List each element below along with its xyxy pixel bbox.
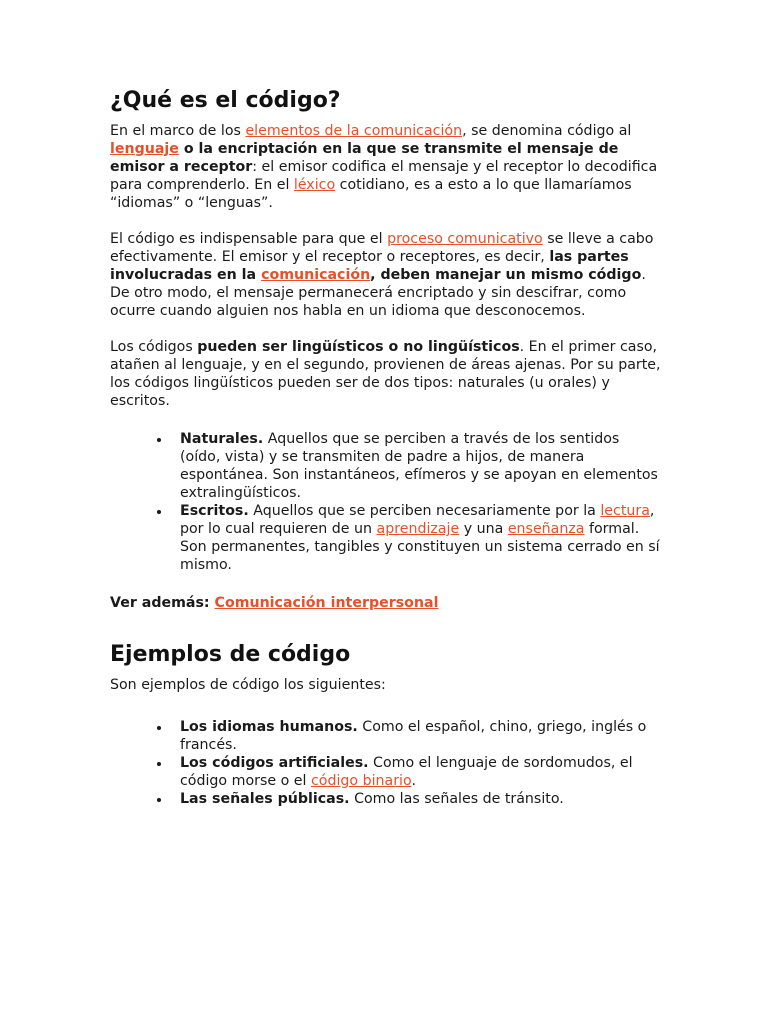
list-tipos-codigo	[110, 430, 662, 574]
bold-text: Las señales públicas.	[180, 791, 350, 807]
link-aprendizaje[interactable]: aprendizaje	[376, 521, 460, 537]
paragraph-indispensable	[110, 230, 662, 320]
text: . En el primer caso, atañen al lenguaje, y en el segundo, provienen de áreas ajenas. Por su parte, los códigos lingüísticos pueden ser de dos tipos: naturales (u orales) y escritos.	[110, 339, 661, 409]
text: : el emisor codifica el mensaje y el receptor lo decodifica para comprenderlo. En el	[110, 159, 658, 193]
bold-text: las partes involucradas en la	[110, 249, 629, 283]
bold-text: Los códigos artificiales.	[180, 755, 369, 771]
text: se lleve a cabo efectivamente. El emisor y el receptor o receptores, es decir,	[110, 231, 654, 265]
link-elementos-comunicacion[interactable]: elementos de la comunicación	[245, 123, 463, 139]
text: En el marco de los	[110, 123, 246, 139]
text: El código es indispensable para que el	[110, 231, 388, 247]
heading-que-es-el-codigo: ¿Qué es el código?	[110, 88, 341, 113]
text: , por lo cual requieren de un	[180, 503, 655, 537]
paragraph-definition	[110, 122, 662, 212]
link-comunicacion[interactable]: comunicación	[261, 267, 371, 283]
heading-ejemplos-de-codigo: Ejemplos de código	[110, 642, 351, 667]
text: y una	[459, 521, 508, 537]
paragraph-tipos	[110, 338, 662, 410]
text: cotidiano, es a esto a lo que llamaríamos “idiomas” o “lenguas”.	[110, 177, 632, 211]
bold-text: , deben manejar un mismo código	[370, 267, 642, 283]
link-comunicacion-interpersonal[interactable]: Comunicación interpersonal	[214, 595, 439, 611]
list-ejemplos	[110, 718, 662, 808]
text: Aquellos que se perciben necesariamente por la	[248, 503, 601, 519]
link-lexico[interactable]: léxico	[293, 177, 336, 193]
bold-text: Los idiomas humanos.	[180, 719, 358, 735]
see-also	[110, 594, 662, 612]
text: Aquellos que se perciben a través de los sentidos (oído, vista) y se transmiten de padre a hijos, de manera espontánea. Son instantáneos, efímeros y se apoyan en elementos extralingüísticos.	[180, 431, 658, 501]
link-proceso-comunicativo[interactable]: proceso comunicativo	[387, 231, 543, 247]
paragraph-ejemplos-intro: Son ejemplos de código los siguientes:	[110, 677, 386, 693]
bold-text: Naturales.	[180, 431, 264, 447]
link-lectura[interactable]: lectura	[600, 503, 650, 519]
link-codigo-binario[interactable]: código binario	[310, 773, 412, 789]
text: Como el español, chino, griego, inglés o francés.	[180, 719, 647, 753]
list-item-idiomas	[180, 718, 662, 754]
list-item-senales	[180, 790, 662, 808]
text: , se denomina código al	[462, 123, 632, 139]
document-page	[110, 86, 662, 808]
list-item-escritos	[180, 502, 662, 574]
link-lenguaje[interactable]: lenguaje	[110, 141, 179, 157]
see-also-label: Ver además:	[110, 595, 215, 611]
link-ensenanza[interactable]: enseñanza	[507, 521, 585, 537]
text: Como el lenguaje de sordomudos, el código morse o el	[180, 755, 633, 789]
text: . De otro modo, el mensaje permanecerá encriptado y sin descifrar, como ocurre cuando alguien nos habla en un idioma que desconocemos.	[110, 267, 646, 319]
text: .	[411, 773, 416, 789]
list-item-artificiales	[180, 754, 662, 790]
bold-text: o la encriptación en la que se transmite el mensaje de emisor a receptor	[110, 141, 619, 175]
bold-text: pueden ser lingüísticos o no lingüísticos	[197, 339, 520, 355]
list-item-naturales	[180, 430, 662, 502]
bold-text: Escritos.	[180, 503, 249, 519]
text: Como las señales de tránsito.	[349, 791, 564, 807]
text: Los códigos	[110, 339, 198, 355]
text: formal. Son permanentes, tangibles y constituyen un sistema cerrado en sí mismo.	[180, 521, 660, 573]
